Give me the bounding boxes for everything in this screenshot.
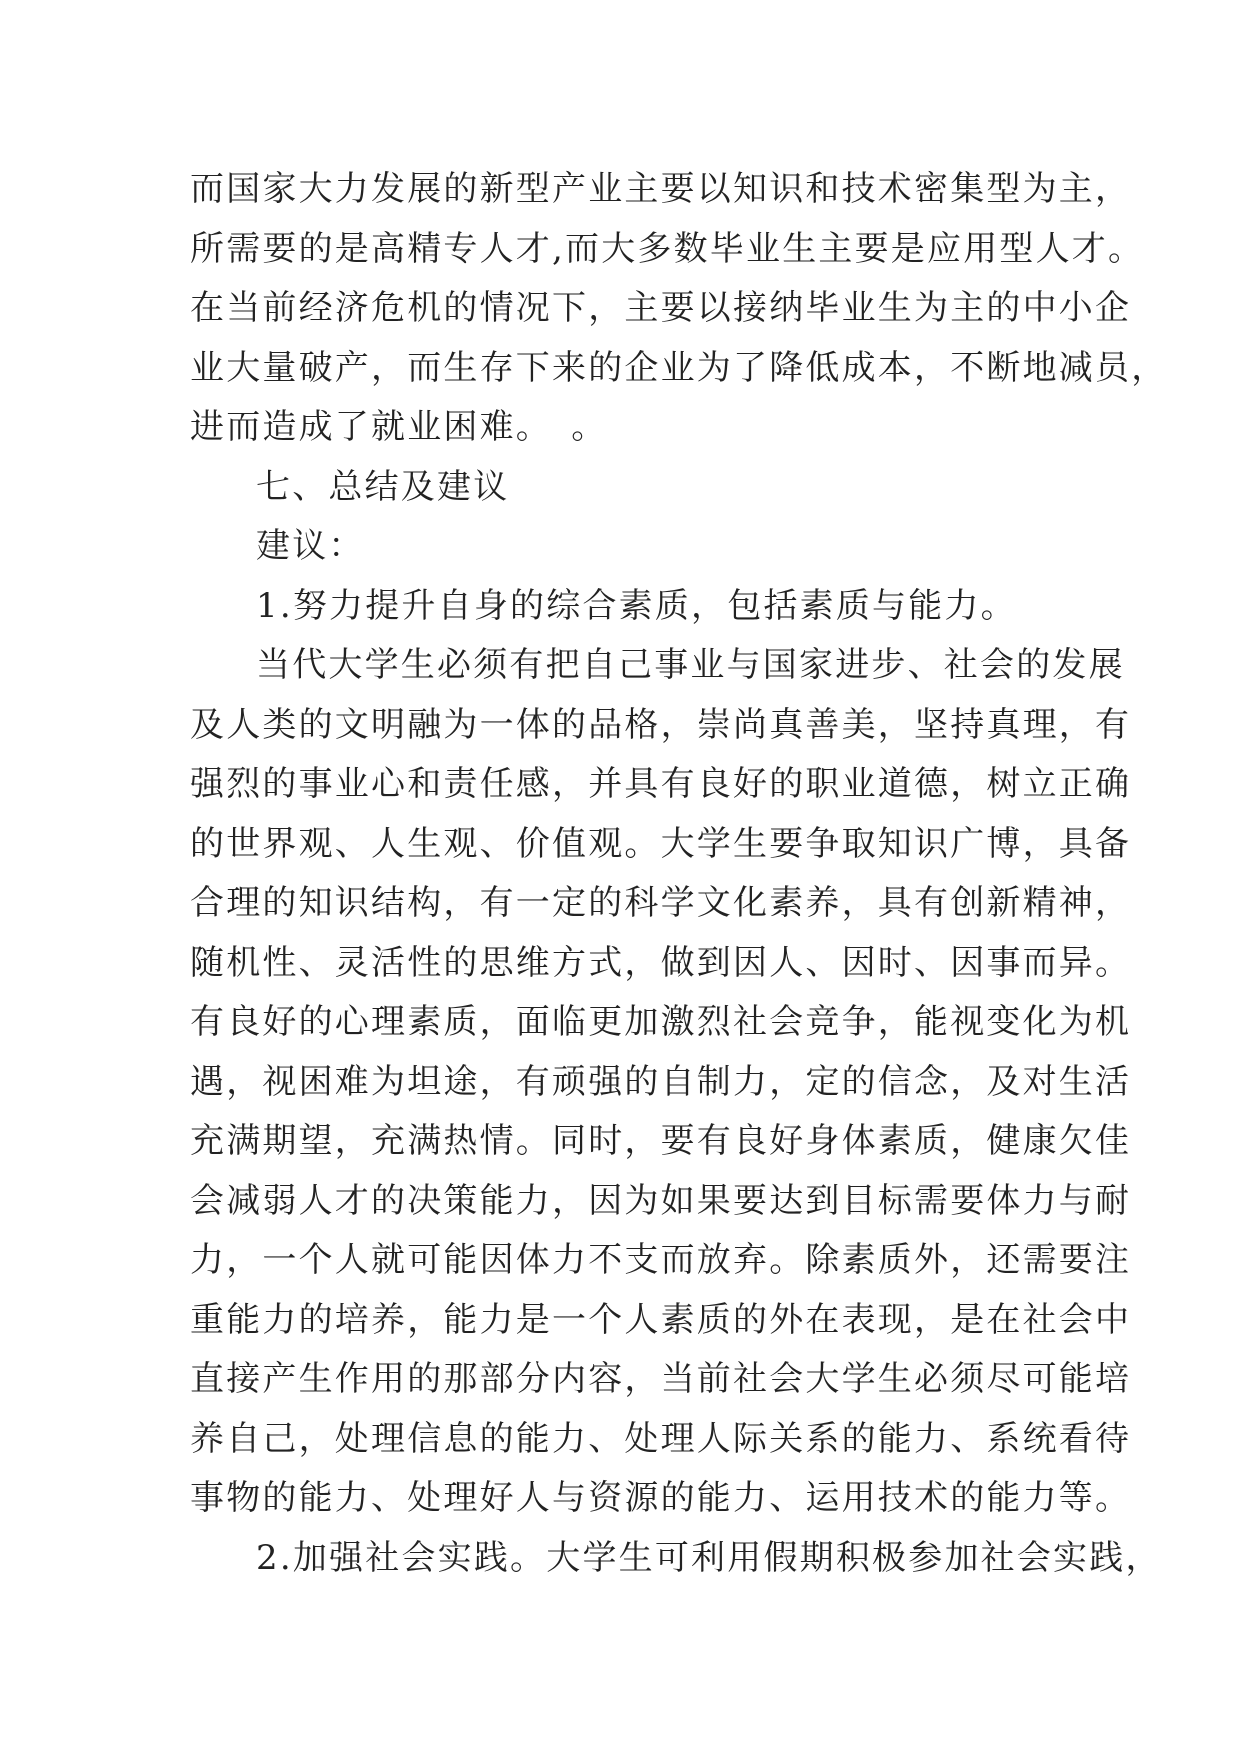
body-text-line: 事物的能力、处理好人与资源的能力、运用技术的能力等。 bbox=[190, 1478, 1132, 1518]
numbered-item-heading: 1.努力提升自身的综合素质，包括素质与能力。 bbox=[256, 585, 1017, 626]
body-text-line: 会减弱人才的决策能力，因为如果要达到目标需要体力与耐 bbox=[190, 1180, 1132, 1221]
body-text-line: 力，一个人就可能因体力不支而放弃。除素质外，还需要注 bbox=[190, 1240, 1132, 1280]
document-body bbox=[190, 160, 1168, 1588]
body-text-line: 有良好的心理素质，面临更加激烈社会竞争，能视变化为机 bbox=[190, 1002, 1132, 1042]
body-text-line: 强烈的事业心和责任感，并具有良好的职业道德，树立正确 bbox=[190, 764, 1132, 804]
body-text-line: 业大量破产，而生存下来的企业为了降低成本，不断地减员， bbox=[190, 347, 1168, 388]
body-text-line: 在当前经济危机的情况下，主要以接纳毕业生为主的中小企 bbox=[190, 288, 1132, 328]
body-text-line: 合理的知识结构，有一定的科学文化素养，具有创新精神， bbox=[190, 883, 1132, 923]
body-text-line: 而国家大力发展的新型产业主要以知识和技术密集型为主， bbox=[190, 169, 1132, 209]
body-text-line: 进而造成了就业困难。 。 bbox=[190, 407, 608, 447]
body-text-line: 直接产生作用的那部分内容，当前社会大学生必须尽可能培 bbox=[190, 1359, 1132, 1399]
numbered-item-heading: 2.加强社会实践。大学生可利用假期积极参加社会实践， bbox=[256, 1537, 1162, 1578]
subheading-label: 建议： bbox=[256, 526, 365, 566]
body-text-line: 充满期望，充满热情。同时，要有良好身体素质，健康欠佳 bbox=[190, 1121, 1132, 1161]
body-text-line: 遇，视困难为坦途，有顽强的自制力，定的信念，及对生活 bbox=[190, 1061, 1132, 1102]
section-heading: 七、总结及建议 bbox=[256, 466, 510, 507]
body-text-line: 及人类的文明融为一体的品格，崇尚真善美，坚持真理，有 bbox=[190, 704, 1132, 745]
body-text-line: 随机性、灵活性的思维方式，做到因人、因时、因事而异。 bbox=[190, 942, 1132, 983]
body-text-line: 所需要的是高精专人才,而大多数毕业生主要是应用型人才。 bbox=[190, 228, 1145, 269]
body-text-line: 重能力的培养，能力是一个人素质的外在表现，是在社会中 bbox=[190, 1299, 1132, 1340]
body-text-line: 养自己，处理信息的能力、处理人际关系的能力、系统看待 bbox=[190, 1418, 1132, 1459]
body-text-line: 的世界观、人生观、价值观。大学生要争取知识广博，具备 bbox=[190, 823, 1132, 864]
paragraph-first-line: 当代大学生必须有把自己事业与国家进步、社会的发展 bbox=[256, 645, 1125, 685]
